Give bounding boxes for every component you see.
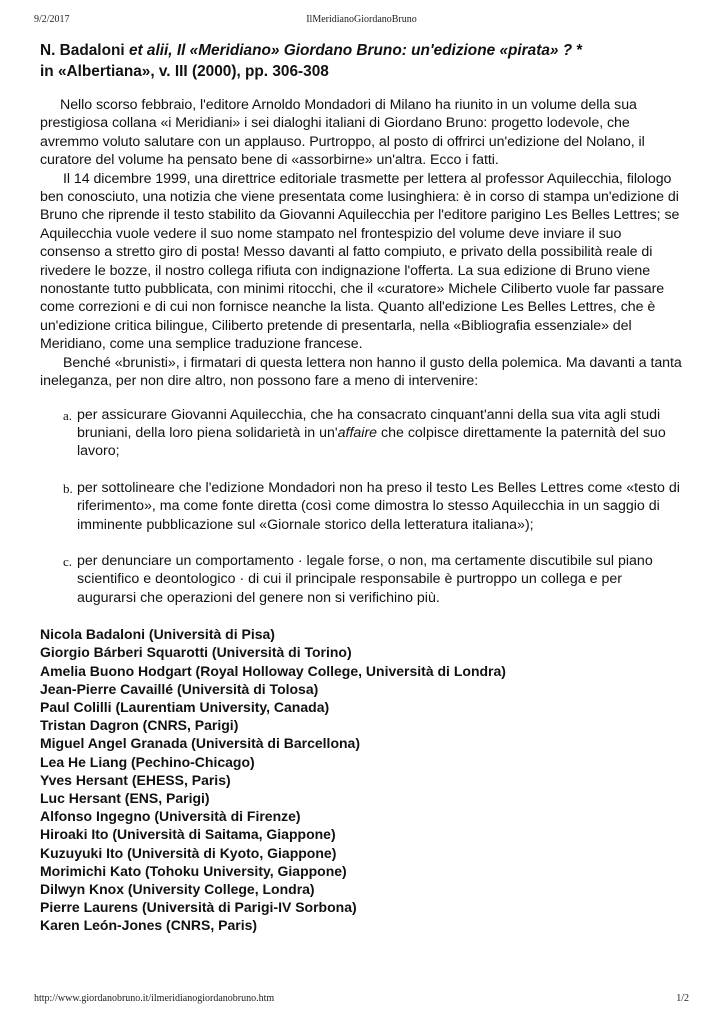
list-item <box>63 552 685 607</box>
signatory: Miguel Angel Granada (Università di Barcellona) <box>40 735 360 752</box>
paragraph-2: Il 14 dicembre 1999, una direttrice editoriale trasmette per lettera al professor Aquilecchia, filologo ben conosciuto, una notizia che viene presentata come lusinghiera: è in corso di stampa un'edizione di Bruno che riprende il testo stabilito da Giovanni Aquilecchia per l'editore parigino Les Belles Lettres; se Aquilecchia vuole vedere il suo nome stampato nel frontespizio del volume deve inviare il suo consenso a stretto giro di posta! Messo davanti al fatto compiuto, e privato della possibilità reale di rivedere le bozze, il nostro collega rifiuta con indignazione l'offerta. La sua edizione di Bruno viene nonostante tutto pubblicata, con minimi ritocchi, che il «curatore» Michele Ciliberto vuole far passare come correzioni e di cui non fornisce neanche la lista. Quanto all'edizione Les Belles Lettres, che è un'edizione critica bilingue, Ciliberto pretende di presentarla, nella «Bibliografia essenziale» del Meridiano, come una semplice traduzione francese. <box>40 170 680 353</box>
signatory: Hiroaki Ito (Università di Saitama, Giappone) <box>40 826 336 843</box>
print-header <box>34 14 689 28</box>
print-footer <box>34 993 689 1007</box>
paragraph-1: Nello scorso febbraio, l'editore Arnoldo Mondadori di Milano ha riunito in un volume della sua prestigiosa collana «i Meridiani» i sei dialoghi italiani di Giordano Bruno: progetto lodevole, che avremmo voluto salutare con un applauso. Purtroppo, al posto di offrirci un'edizione del Nolano, il curatore del volume ha pensato bene di «assorbirne» un'altra. Ecco i fatti. <box>40 97 645 169</box>
article <box>40 40 685 935</box>
print-date: 9/2/2017 <box>34 14 70 25</box>
article-body <box>40 96 685 391</box>
print-url: http://www.giordanobruno.it/ilmeridianogiordanobruno.htm <box>34 993 275 1004</box>
signatory: Jean-Pierre Cavaillé (Università di Tolosa) <box>40 680 319 697</box>
list-marker: b. <box>63 480 73 496</box>
signatory: Giorgio Bárberi Squarotti (Università di Torino) <box>40 644 352 661</box>
paragraph-3-lead: Benché «brunisti» <box>63 354 176 371</box>
signatory: Dilwyn Knox (University College, Londra) <box>40 881 315 897</box>
signatories-list <box>40 625 685 934</box>
signatory: Morimichi Kato (Tohoku University, Giappone) <box>40 862 347 879</box>
point-a-emphasis: affaire <box>337 424 378 441</box>
list-item <box>63 479 685 534</box>
point-b-text: per sottolineare che l'edizione Mondadori non ha preso il testo Les Belles Lettres come «testo di riferimento», ma come fonte diretta (così come dimostra lo stesso Aquilecchia in un saggio di imminente pubblicazione sul «Giornale storico della letteratura italiana»); <box>77 479 680 533</box>
citation-journal: in «Albertiana», v. III (2000), pp. 306-308 <box>40 63 329 80</box>
list-item <box>63 406 685 461</box>
signatory: Paul Colilli (Laurentiam University, Canada) <box>40 698 330 715</box>
signatory: Alfonso Ingegno (Università di Firenze) <box>40 808 301 825</box>
points-list <box>40 406 685 608</box>
signatory: Karen León-Jones (CNRS, Paris) <box>40 917 258 934</box>
signatory: Lea He Liang (Pechino-Chicago) <box>40 753 255 770</box>
list-marker: c. <box>63 553 73 569</box>
signatory: Luc Hersant (ENS, Parigi) <box>40 789 210 806</box>
signatory: Amelia Buono Hodgart (Royal Holloway College, Università di Londra) <box>40 662 506 679</box>
list-marker: a. <box>63 407 73 423</box>
signatory: Yves Hersant (EHESS, Paris) <box>40 771 231 788</box>
print-page-title: IlMeridianoGiordanoBruno <box>306 14 417 25</box>
paragraph-3 <box>40 354 685 391</box>
signatory: Kuzuyuki Ito (Università di Kyoto, Giappone) <box>40 844 337 861</box>
point-a-text-end: che colpisce direttamente la paternità del suo lavoro; <box>77 424 666 460</box>
signatory: Nicola Badaloni (Università di Pisa) <box>40 626 275 643</box>
citation-title: Il «Meridiano» Giordano Bruno: un'edizione «pirata» ? <box>176 42 573 59</box>
signatory: Tristan Dagron (CNRS, Parigi) <box>40 717 239 734</box>
citation-heading <box>40 40 685 82</box>
signatory: Pierre Laurens (Università di Parigi-IV Sorbona) <box>40 899 357 916</box>
citation-asterisk: * <box>576 42 583 59</box>
print-page-number: 1/2 <box>676 993 689 1004</box>
point-a-text: per assicurare Giovanni Aquilecchia, che ha consacrato cinquant'anni della sua vita agli studi bruniani, della loro piena solidarietà in un' <box>77 406 661 441</box>
paragraph-3-rest: , i firmatari di questa lettera non hanno il gusto della polemica. Ma davanti a tanta ineleganza, per non dire altro, non possono fare a meno di intervenire: <box>40 354 682 390</box>
citation-et-alii: et alii, <box>128 42 173 59</box>
point-c-text: per denunciare un comportamento · legale forse, o non, ma certamente discutibile sul piano scientifico e deontologico · di cui il principale responsabile è purtroppo un collega e per augurarsi che operazioni del genere non si verifichino più. <box>77 552 653 606</box>
citation-authors: N. Badaloni <box>40 42 125 59</box>
